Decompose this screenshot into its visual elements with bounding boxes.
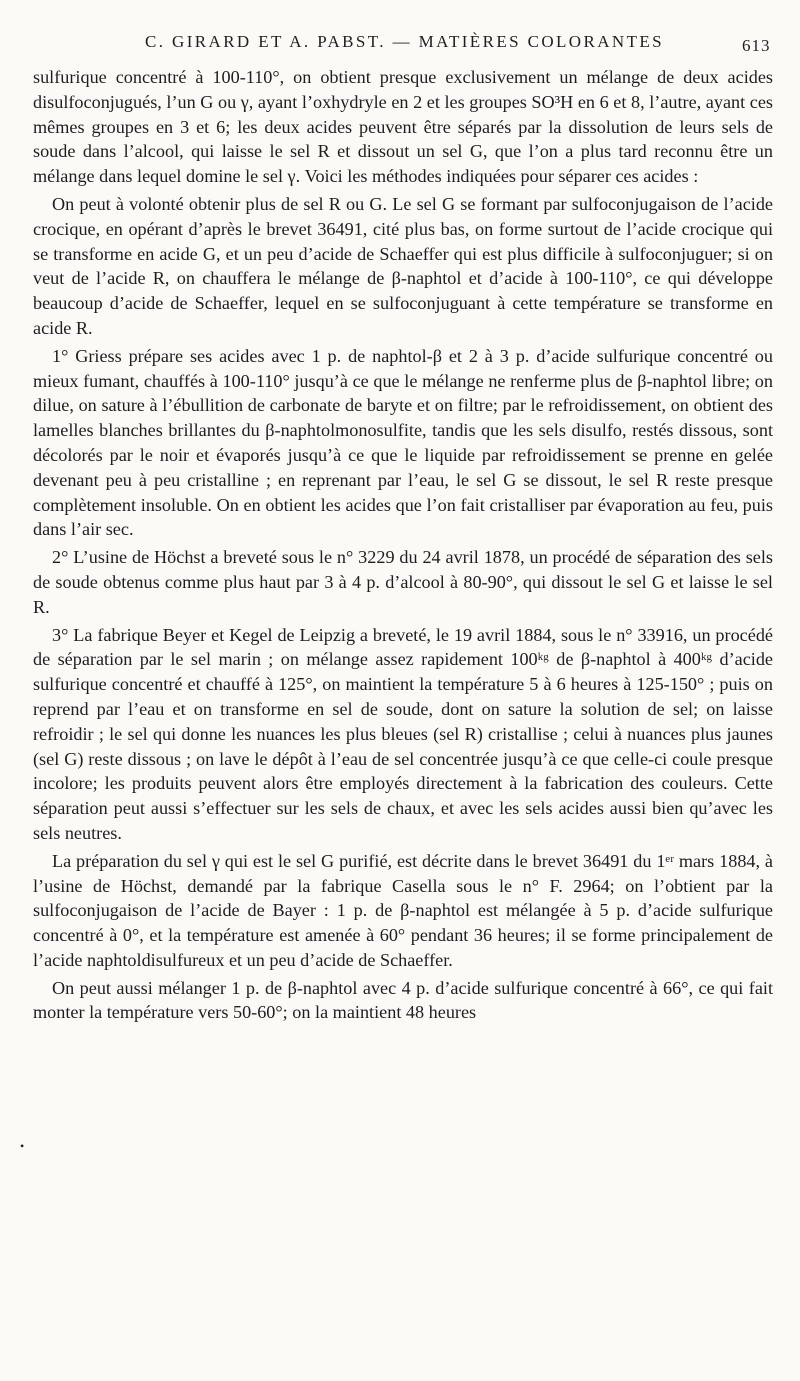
margin-mark: • <box>20 1139 25 1153</box>
paragraph-sel-gamma: La préparation du sel γ qui est le sel G purifié, est décrite dans le brevet 36491 du 1ᵉʳ mars 1884, à l’usine de Höchst, demandé par la fabrique Casella sous le n° F. 2964; on l’obtient par la sulfoconjugaison de l’acide de Bayer : 1 p. de β-naphtol est mélangée à 5 p. d’acide sulfurique concentré à 0°, et la température est amenée à 60° pendant 36 heures; il se forme principalement de l’acide naphtoldisulfureux et un peu d’acide de Schaeffer. <box>33 850 773 970</box>
running-title: C. GIRARD ET A. PABST. — MATIÈRES COLORANTES <box>145 32 665 51</box>
page-header <box>0 32 800 60</box>
paragraph-method-beyer-kegel: 3° La fabrique Beyer et Kegel de Leipzig a breveté, le 19 avril 1884, sous le n° 33916, un procédé de séparation par le sel marin ; on mélange assez rapidement 100ᵏᵍ de β-naphtol à 400ᵏᵍ d’acide sulfurique concentré et chauffé à 125°, on maintient la température 5 à 6 heures à 125-150° ; puis on reprend par l’eau et on transforme en sel de soude, dont on sature la solution de sel; on laisse refroidir ; le sel qui donne les nuances les plus bleues (sel R) cristallise ; celui à nuances plus jaunes (sel G) reste dissous ; on lave le dépôt à l’eau de sel concentrée jusqu’à ce que celle-ci coule presque incolore; les produits peuvent alors être employés directement à la fabrication des couleurs. Cette séparation peut aussi s’effectuer sur les sels de chaux, et avec les sels acides aussi bien qu’avec les sels neutres. <box>33 624 773 843</box>
paragraph-method-griess: 1° Griess prépare ses acides avec 1 p. de naphtol-β et 2 à 3 p. d’acide sulfurique concentré ou mieux fumant, chauffés à 100-110° jusqu’à ce que le mélange ne renferme plus de β-naphtol libre; on dilue, on sature à l’ébullition de carbonate de baryte et on filtre; par le refroidissement, on obtient des lamelles blanches brillantes du β-naphtolmonosulfite, tandis que les sels disulfo, restés dissous, sont décolorés par le noir et évaporés jusqu’à ce que le liquide par refroidissement se prenne en gelée devenant peu à peu cristalline ; en reprenant par l’eau, le sel G se dissout, le sel R reste presque complètement insoluble. On en obtient les acides que l’on fait cristalliser par évaporation au feu, puis dans l’air sec. <box>33 345 773 540</box>
paragraph-sel-r-or-g: On peut à volonté obtenir plus de sel R ou G. Le sel G se formant par sulfoconjugaison de l’acide crocique, en opérant d’après le brevet 36491, cité plus bas, on forme surtout de l’acide crocique qui se transforme en acide G, et un peu d’acide de Schaeffer qui est plus difficile à sulfoconjuguer; si on veut de l’acide R, on chauffera le mélange de β-naphtol et d’acide à 100-110°, ce qui développe beaucoup d’acide de Schaeffer, lequel en se sulfoconjuguant à cette température se transforme en acide R. <box>33 193 773 338</box>
page-number: 613 <box>742 36 771 55</box>
paragraph-alternative-mixing: On peut aussi mélanger 1 p. de β-naphtol avec 4 p. d’acide sulfurique concentré à 66°, ce qui fait monter la température vers 50-60°; on la maintient 48 heures <box>33 977 773 1023</box>
paragraph-continuation: sulfurique concentré à 100-110°, on obtient presque exclusivement un mélange de deux acides disulfoconjugués, l’un G ou γ, ayant l’oxhydryle en 2 et les groupes SO³H en 6 et 8, l’autre, ayant ces mêmes groupes en 3 et 6; les deux acides peuvent être séparés par la dissolution de leurs sels de soude dans l’alcool, qui laisse le sel R et dissout un sel G, que l’on a plus tard reconnu être un mélange dans lequel domine le sel γ. Voici les méthodes indiquées pour séparer ces acides : <box>33 67 773 187</box>
body-text <box>33 65 773 1025</box>
paragraph-method-hochst: 2° L’usine de Höchst a breveté sous le n° 3229 du 24 avril 1878, un procédé de séparation des sels de soude obtenus comme plus haut par 3 à 4 p. d’alcool à 80-90°, qui dissout le sel G et laisse le sel R. <box>33 547 773 617</box>
